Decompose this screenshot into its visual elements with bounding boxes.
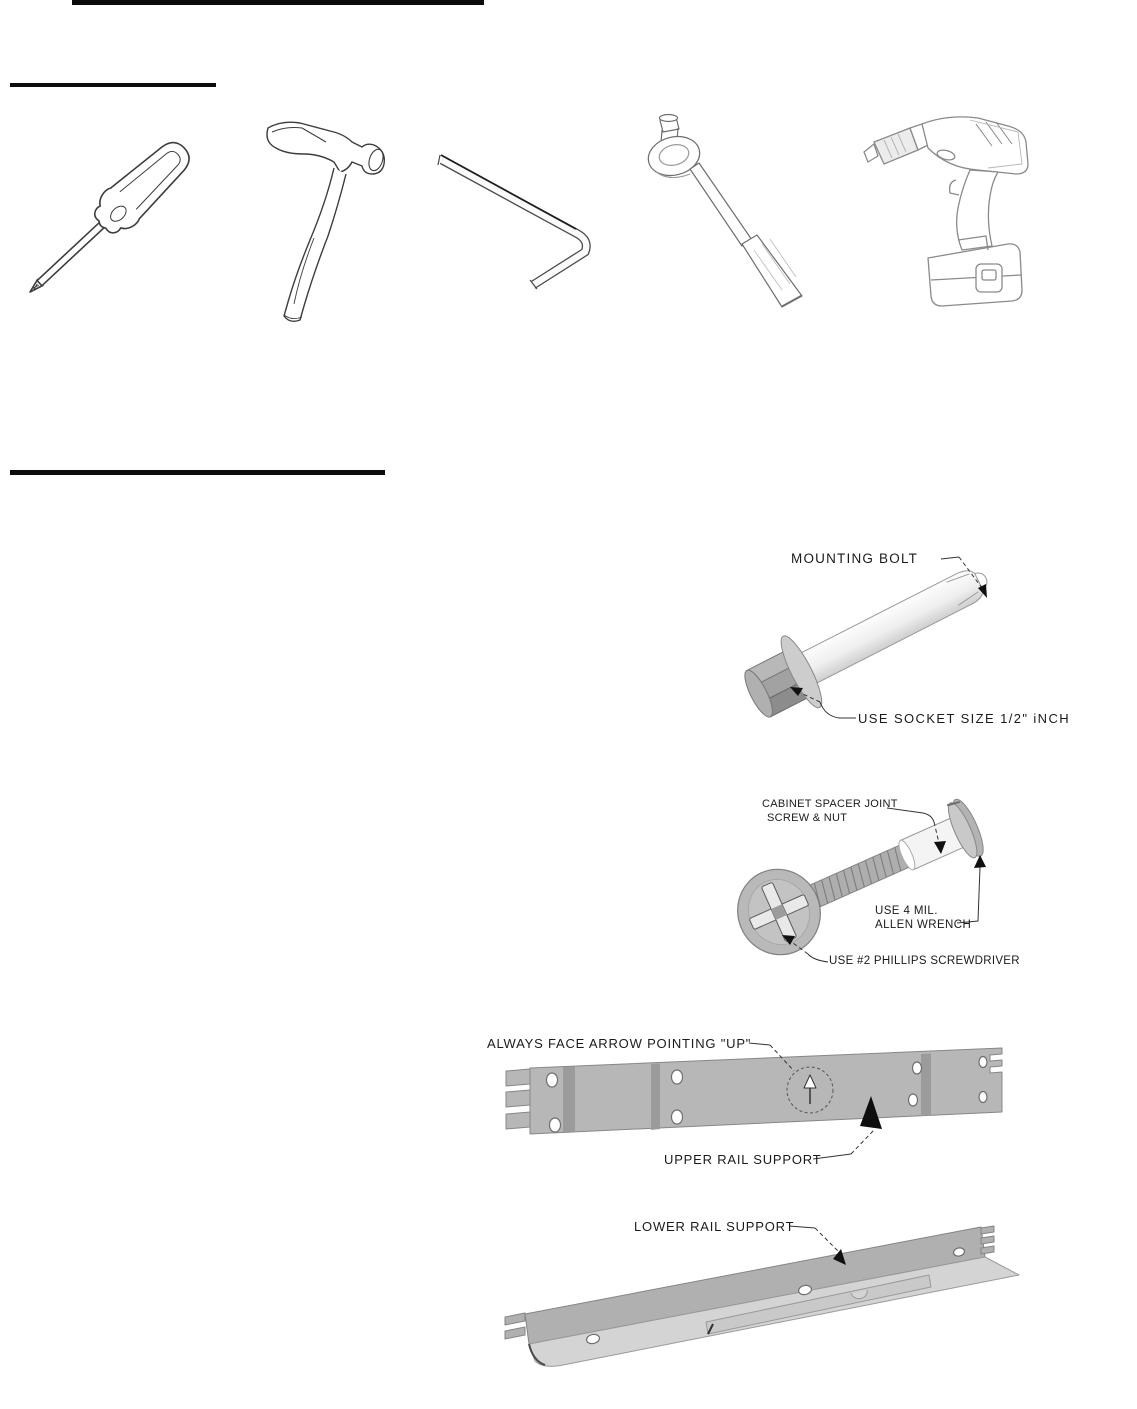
claw-hammer-illustration — [238, 118, 393, 323]
lower-rail-label: LOWER RAIL SUPPORT — [634, 1219, 795, 1234]
allen-wrench-note-line2: ALLEN WRENCH — [875, 919, 972, 931]
allen-wrench-note-line1: USE 4 MIL. — [875, 905, 938, 917]
phillips-screwdriver-note: USE #2 PHILLIPS SCREWDRIVER — [829, 955, 1020, 967]
mounting-bolt-label: MOUNTING BOLT — [791, 551, 919, 566]
tools-section-underline — [10, 83, 216, 87]
socket-wrench-illustration — [632, 112, 817, 307]
allen-wrench-illustration — [430, 138, 610, 298]
spacer-joint-label-line1: CABINET SPACER JOINT — [762, 798, 898, 810]
arrow-up-note: ALWAYS FACE ARROW POINTING "UP" — [487, 1036, 752, 1051]
lower-rail-support-illustration — [503, 1213, 1033, 1378]
upper-rail-label: UPPER RAIL SUPPORT — [664, 1152, 822, 1167]
cordless-drill-illustration — [858, 108, 1038, 308]
socket-size-note: USE SOCKET SIZE 1/2" iNCH — [858, 711, 1071, 726]
hardware-section-underline — [10, 470, 385, 475]
title-underline — [72, 0, 484, 5]
spacer-joint-label-line2: SCREW & NUT — [767, 812, 848, 824]
phillips-screwdriver-illustration — [18, 122, 213, 307]
mounting-bolt-illustration — [735, 548, 1030, 738]
